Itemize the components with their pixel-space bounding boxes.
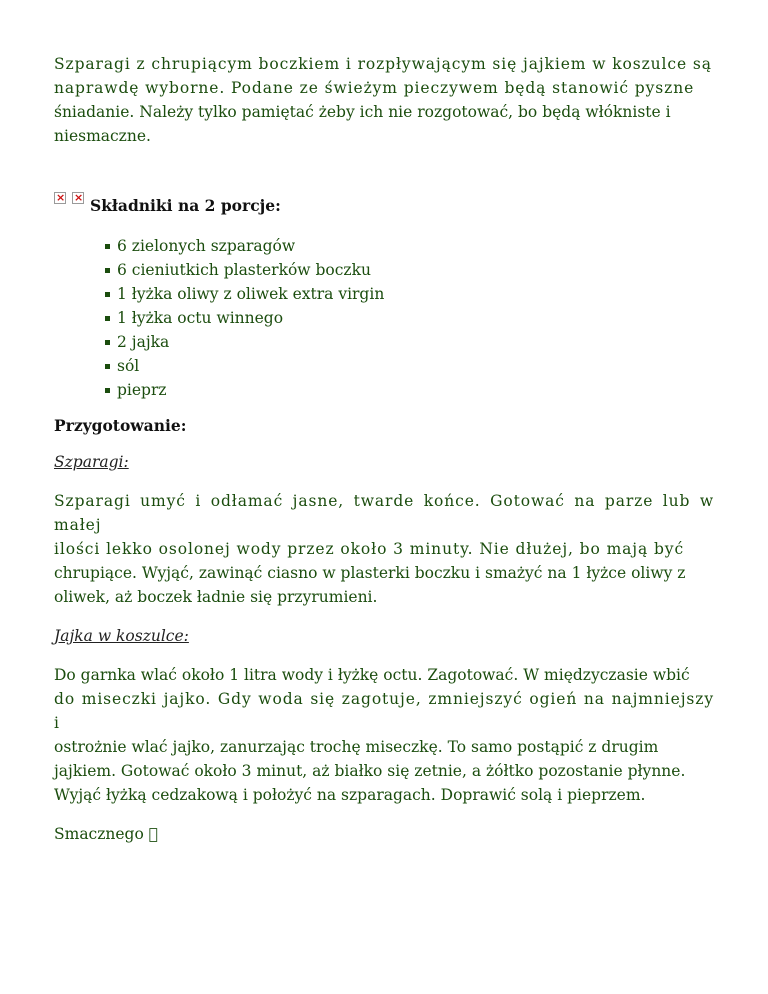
ingredient-item: 6 zielonych szparagów [104, 234, 714, 258]
eggs-line-5: Wyjąć łyżką cedzakową i położyć na szparagach. Doprawić solą i pieprzem. [54, 786, 646, 804]
ingredient-item: 6 cieniutkich plasterków boczku [104, 258, 714, 282]
eggs-subheading: Jajka w koszulce: [54, 627, 189, 645]
eggs-paragraph [54, 663, 714, 807]
asparagus-line-3: chrupiące. Wyjąć, zawinąć ciasno w plasterki boczku i smażyć na 1 łyżce oliwy z [54, 564, 686, 582]
ingredient-item: 1 łyżka oliwy z oliwek extra virgin [104, 282, 714, 306]
intro-line-2: naprawdę wyborne. Podane ze świeżym pieczywem będą stanowić pyszne [54, 79, 695, 97]
intro-line-3: śniadanie. Należy tylko pamiętać żeby ich nie rozgotować, bo będą włókniste i [54, 103, 671, 121]
asparagus-line-4: oliwek, aż boczek ładnie się przyrumieni. [54, 588, 378, 606]
broken-image-icon [72, 192, 84, 204]
ingredient-item: pieprz [104, 378, 714, 402]
intro-paragraph [54, 52, 714, 148]
ingredient-item: 2 jajka [104, 330, 714, 354]
ingredient-item: sól [104, 354, 714, 378]
asparagus-subheading: Szparagi: [54, 453, 129, 471]
eggs-line-1: Do garnka wlać około 1 litra wody i łyżkę octu. Zagotować. W międzyczasie wbić [54, 666, 690, 684]
closing-line [54, 822, 714, 846]
missing-glyph-icon: ￿ [148, 825, 159, 843]
intro-line-1: Szparagi z chrupiącym boczkiem i rozpływającym się jajkiem w koszulce są [54, 55, 712, 73]
asparagus-line-1: Szparagi umyć i odłamać jasne, twarde końce. Gotować na parze lub w małej [54, 492, 714, 534]
ingredients-heading: Składniki na 2 porcje: [90, 196, 281, 215]
eggs-line-2: do miseczki jajko. Gdy woda się zagotuje, zmniejszyć ogień na najmniejszy i [54, 690, 714, 732]
intro-line-4: niesmaczne. [54, 127, 151, 145]
ingredient-item: 1 łyżka octu winnego [104, 306, 714, 330]
eggs-line-3: ostrożnie wlać jajko, zanurzając trochę miseczkę. To samo postąpić z drugim [54, 738, 659, 756]
ingredients-list [54, 234, 714, 402]
closing-text: Smacznego [54, 825, 149, 843]
asparagus-paragraph [54, 489, 714, 609]
broken-image-icon [54, 192, 66, 204]
preparation-heading: Przygotowanie: [54, 416, 187, 435]
recipe-document [54, 52, 714, 846]
asparagus-line-2: ilości lekko osolonej wody przez około 3 minuty. Nie dłużej, bo mają być [54, 540, 685, 558]
ingredients-heading-row [54, 194, 714, 218]
eggs-line-4: jajkiem. Gotować około 3 minut, aż białko się zetnie, a żółtko pozostanie płynne. [54, 762, 686, 780]
